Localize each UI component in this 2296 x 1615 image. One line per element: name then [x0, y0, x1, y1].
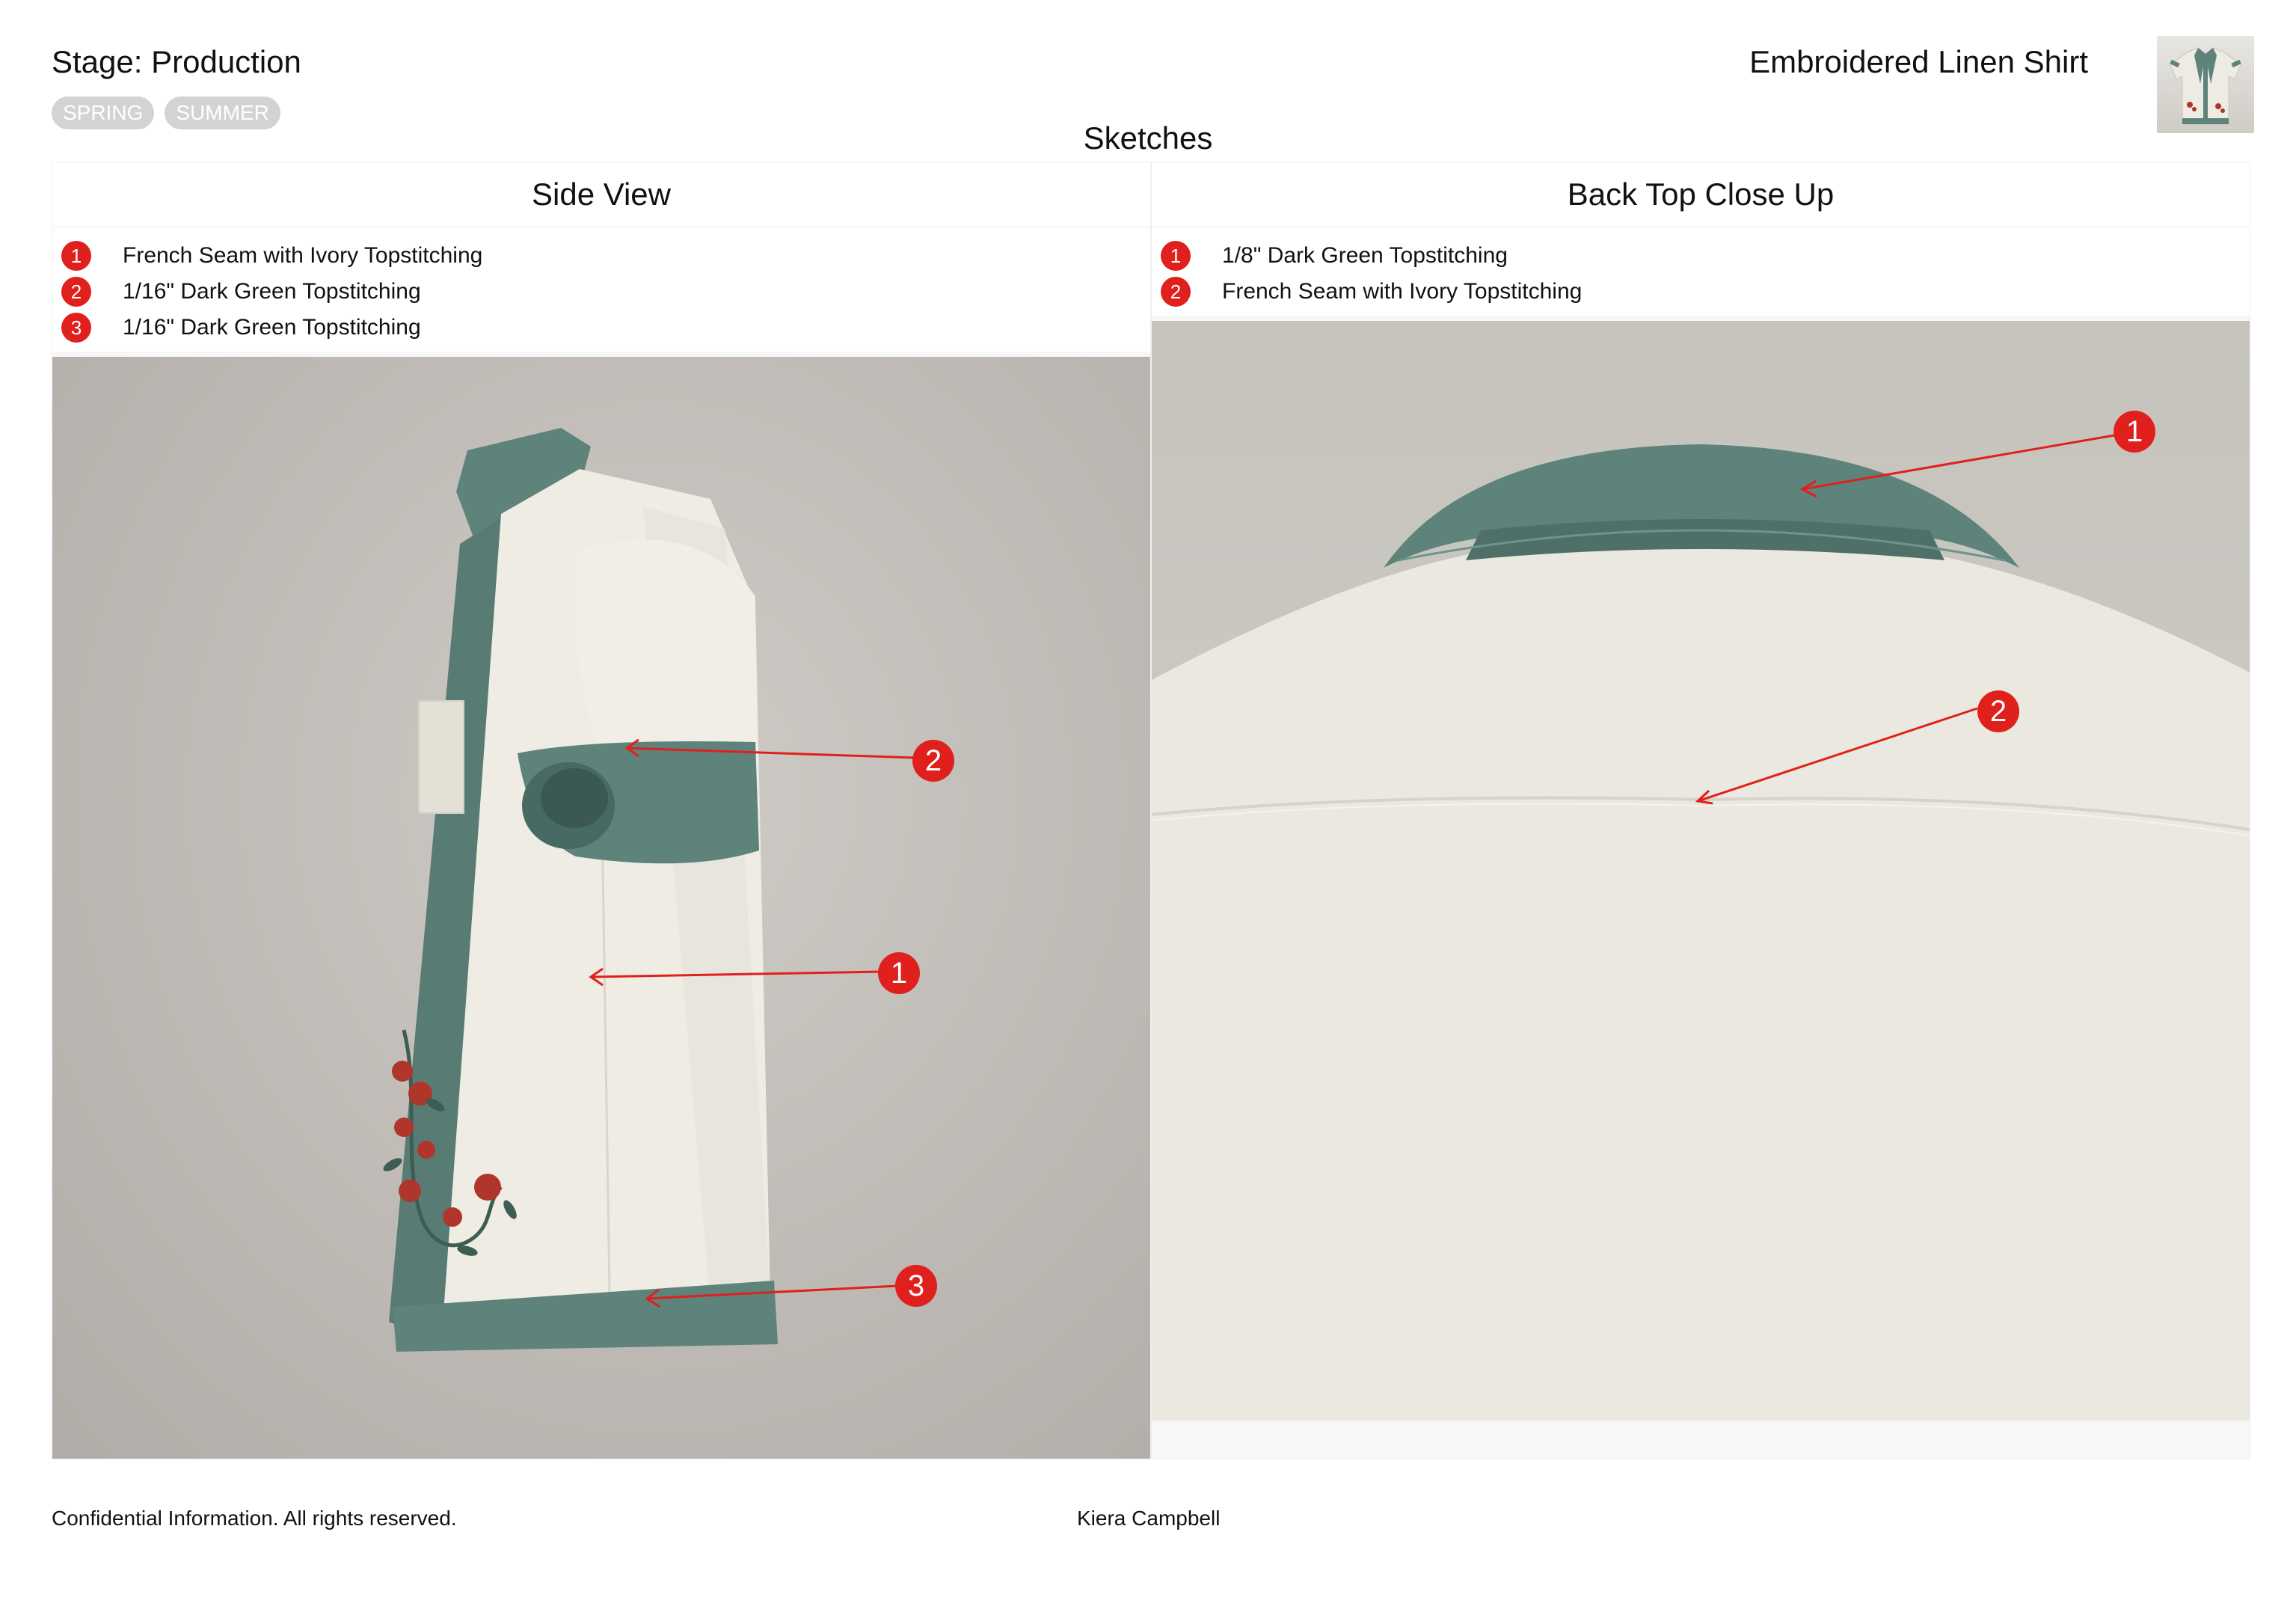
- callout-marker: 2: [912, 740, 954, 782]
- tag-spring[interactable]: SPRING: [52, 96, 154, 129]
- legend-text: French Seam with Ivory Topstitching: [1222, 279, 1583, 304]
- callout-legend: [52, 227, 1150, 352]
- product-title: Embroidered Linen Shirt: [1749, 44, 2088, 79]
- panel-title: Side View: [52, 162, 1150, 227]
- callout-legend: [1152, 227, 2250, 316]
- legend-text: 1/8" Dark Green Topstitching: [1222, 243, 1508, 268]
- back-top-close-up-image: [1152, 321, 2250, 1421]
- callout-badge: 2: [1161, 277, 1191, 307]
- legend-item: [61, 238, 1150, 274]
- legend-text: French Seam with Ivory Topstitching: [123, 243, 483, 268]
- stage-label: Stage: Production: [52, 44, 301, 79]
- tag-summer[interactable]: SUMMER: [165, 96, 280, 129]
- legend-text: 1/16" Dark Green Topstitching: [123, 315, 421, 340]
- legend-text: 1/16" Dark Green Topstitching: [123, 279, 421, 304]
- author-name: Kiera Campbell: [1077, 1507, 1221, 1530]
- confidential-notice: Confidential Information. All rights reserved.: [52, 1507, 457, 1530]
- callout-badge: 2: [61, 277, 91, 307]
- legend-item: [61, 274, 1150, 310]
- callout-marker: 2: [1977, 690, 2019, 732]
- legend-item: [61, 310, 1150, 346]
- panel-title: Back Top Close Up: [1152, 162, 2250, 227]
- callout-marker: 1: [878, 952, 920, 994]
- section-title: Sketches: [1083, 120, 1213, 156]
- panel-back-top-close-up: [1151, 162, 2250, 1459]
- side-view-image: [52, 357, 1150, 1459]
- callout-marker: 1: [2114, 411, 2155, 453]
- legend-item: [1161, 238, 2250, 274]
- callout-badge: 3: [61, 313, 91, 343]
- callout-marker: 3: [895, 1265, 937, 1307]
- legend-item: [1161, 274, 2250, 310]
- panel-side-view: [52, 162, 1151, 1459]
- callout-badge: 1: [61, 241, 91, 271]
- callout-badge: 1: [1161, 241, 1191, 271]
